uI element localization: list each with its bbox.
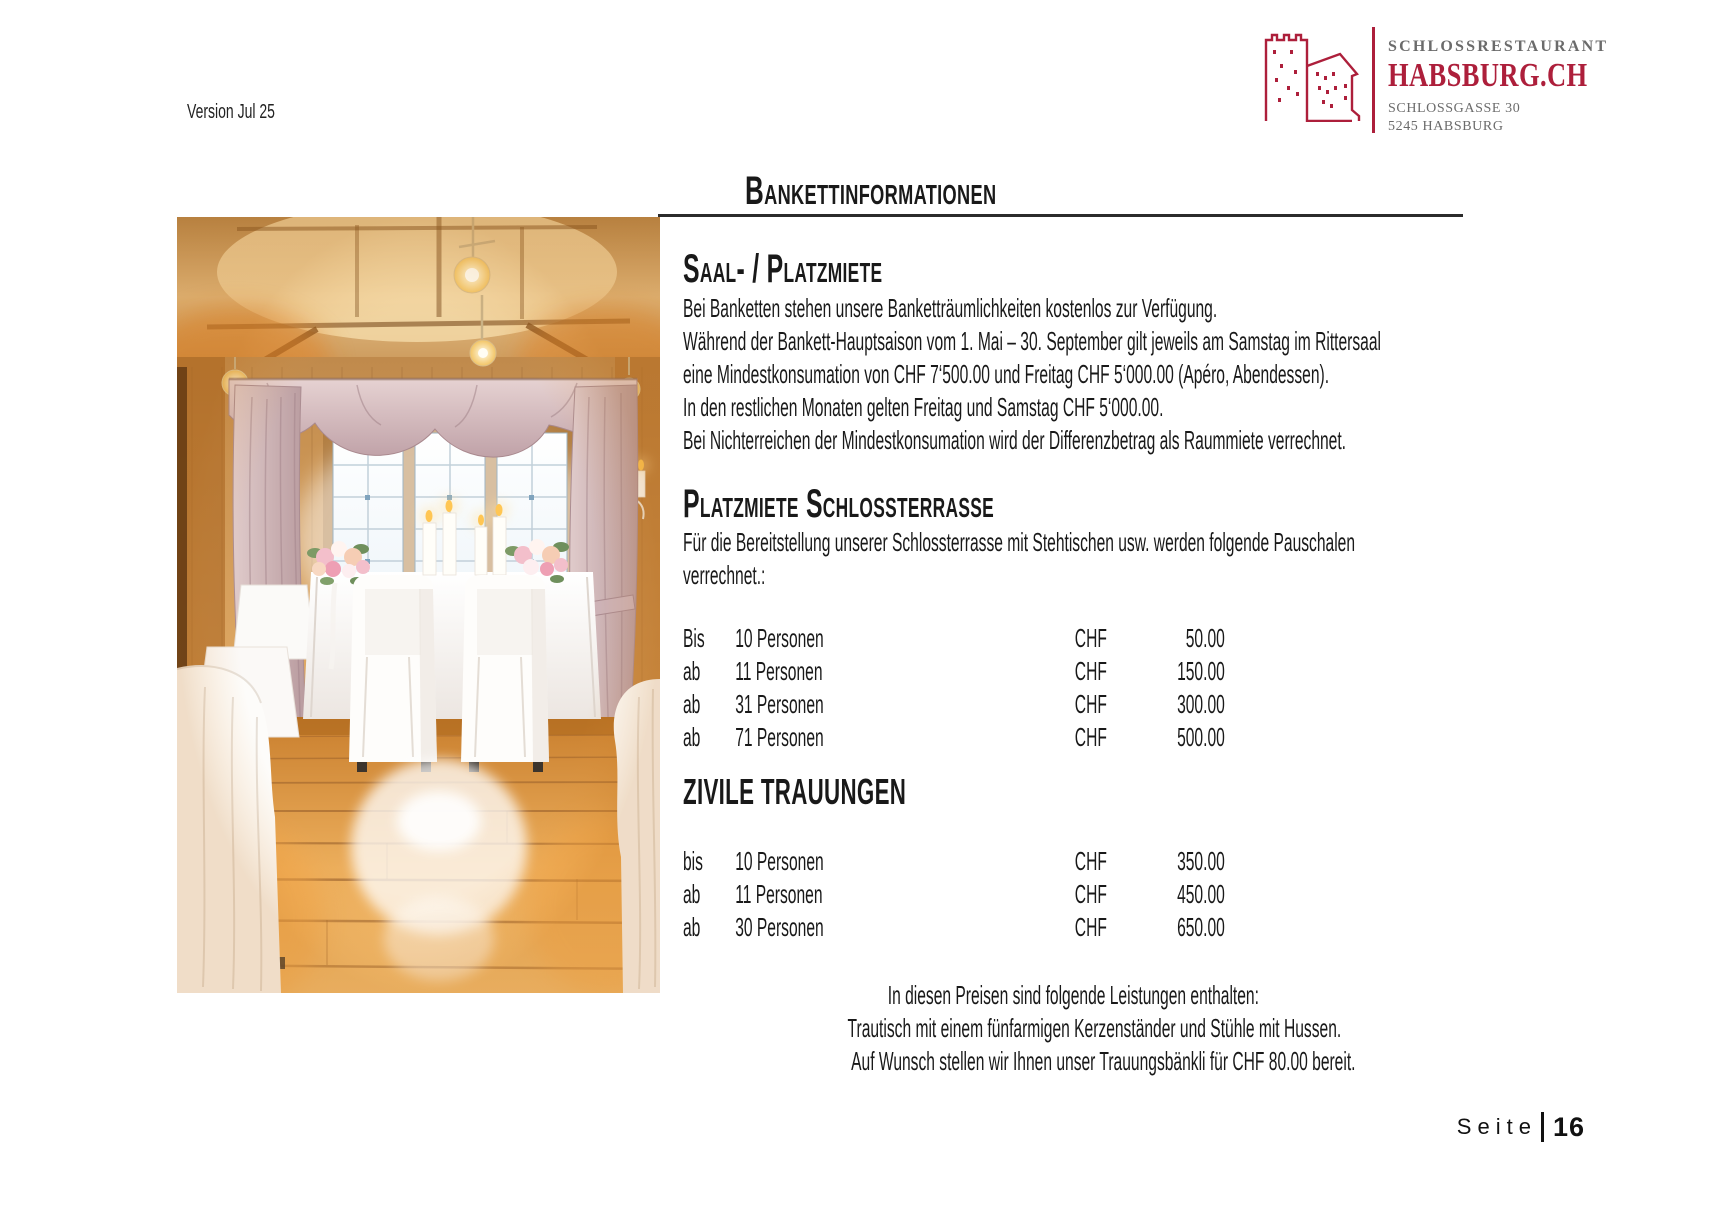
- footer-page-number: 16: [1552, 1111, 1585, 1142]
- row-persons: 71 Personen: [735, 722, 824, 752]
- terrasse-price-table: [683, 622, 1586, 754]
- terrasse-line-2: verrechnet.:: [683, 560, 766, 590]
- section-heading-zivile-trauungen: ZIVILE TRAUUNGEN: [683, 771, 907, 812]
- table-row: [683, 688, 1586, 721]
- page-title-text: Bankettinformationen: [745, 169, 997, 213]
- row-currency: CHF: [1074, 912, 1107, 942]
- footer-seite-label: Seite: [1456, 1114, 1537, 1139]
- terrasse-line-1: Für die Bereitstellung unserer Schlossterrasse mit Stehtischen usw. werden folgende Pauschalen: [683, 527, 1356, 557]
- saal-line-2: Während der Bankett-Hauptsaison vom 1. Mai – 30. September gilt jeweils am Samstag im Rittersaal: [683, 326, 1381, 356]
- row-prefix: ab: [683, 656, 701, 686]
- table-row: [683, 721, 1586, 754]
- saalmiete-paragraph: [683, 292, 1723, 457]
- row-prefix: ab: [683, 912, 701, 942]
- saal-line-4: In den restlichen Monaten gelten Freitag und Samstag CHF 5‘000.00.: [683, 392, 1164, 422]
- note-line-2: Trautisch mit einem fünfarmigen Kerzenständer und Stühle mit Hussen.: [847, 1013, 1342, 1043]
- row-prefix: Bis: [683, 623, 705, 653]
- page-title: [745, 170, 1132, 212]
- row-price: 450.00: [1177, 879, 1225, 909]
- saal-line-5: Bei Nichterreichen der Mindestkonsumation wird der Differenzbetrag als Raummiete verrechnet.: [683, 425, 1347, 455]
- banquet-room-photo: [177, 217, 660, 993]
- row-price: 300.00: [1177, 689, 1225, 719]
- table-row: [683, 911, 1586, 944]
- row-currency: CHF: [1074, 846, 1107, 876]
- logo-address-city: 5245 HABSBURG: [1388, 119, 1504, 134]
- row-prefix: bis: [683, 846, 703, 876]
- row-persons: 11 Personen: [735, 656, 823, 686]
- logo-divider: [1372, 27, 1375, 133]
- page-footer: [1457, 1110, 1585, 1144]
- saal-line-1: Bei Banketten stehen unsere Banketträumlichkeiten kostenlos zur Verfügung.: [683, 293, 1218, 323]
- trauungen-price-table: [683, 845, 1586, 944]
- schlossterrasse-paragraph: [683, 526, 1723, 592]
- row-prefix: ab: [683, 879, 701, 909]
- row-price: 150.00: [1177, 656, 1225, 686]
- row-currency: CHF: [1074, 879, 1107, 909]
- version-label: [187, 100, 313, 124]
- row-price: 650.00: [1177, 912, 1225, 942]
- section-heading-saalmiete: Saal- / Platzmiete: [683, 247, 883, 291]
- saal-line-3: eine Mindestkonsumation von CHF 7‘500.00 und Freitag CHF 5‘000.00 (Apéro, Abendessen).: [683, 359, 1330, 389]
- table-row: [683, 845, 1586, 878]
- title-underline: [658, 214, 1463, 217]
- row-persons: 31 Personen: [735, 689, 824, 719]
- included-services-notes: [683, 979, 1463, 1078]
- note-line-1: In diesen Preisen sind folgende Leistungen enthalten:: [887, 980, 1259, 1010]
- row-prefix: ab: [683, 722, 701, 752]
- row-price: 350.00: [1177, 846, 1225, 876]
- row-price: 500.00: [1177, 722, 1225, 752]
- row-currency: CHF: [1074, 689, 1107, 719]
- logo-brand: HABSBURG.CH: [1388, 57, 1588, 94]
- row-price: 50.00: [1185, 623, 1225, 653]
- castle-logo-icon: [1260, 24, 1366, 124]
- row-persons: 11 Personen: [735, 879, 823, 909]
- row-persons: 10 Personen: [735, 846, 824, 876]
- logo-text-block: [1388, 38, 1644, 136]
- row-persons: 10 Personen: [735, 623, 824, 653]
- table-row: [683, 622, 1586, 655]
- section-heading-schlossterrasse: Platzmiete Schlossterrasse: [683, 482, 995, 526]
- table-row: [683, 655, 1586, 688]
- row-currency: CHF: [1074, 722, 1107, 752]
- row-currency: CHF: [1074, 656, 1107, 686]
- row-currency: CHF: [1074, 623, 1107, 653]
- version-text: Version Jul 25: [187, 101, 275, 123]
- table-row: [683, 878, 1586, 911]
- logo-address-street: SCHLOSSGASSE 30: [1388, 101, 1521, 116]
- note-line-3: Auf Wunsch stellen wir Ihnen unser Trauungsbänkli für CHF 80.00 bereit.: [851, 1046, 1356, 1076]
- footer-divider: [1541, 1112, 1544, 1142]
- row-persons: 30 Personen: [735, 912, 824, 942]
- logo-tagline: SCHLOSSRESTAURANT: [1388, 38, 1609, 55]
- row-prefix: ab: [683, 689, 701, 719]
